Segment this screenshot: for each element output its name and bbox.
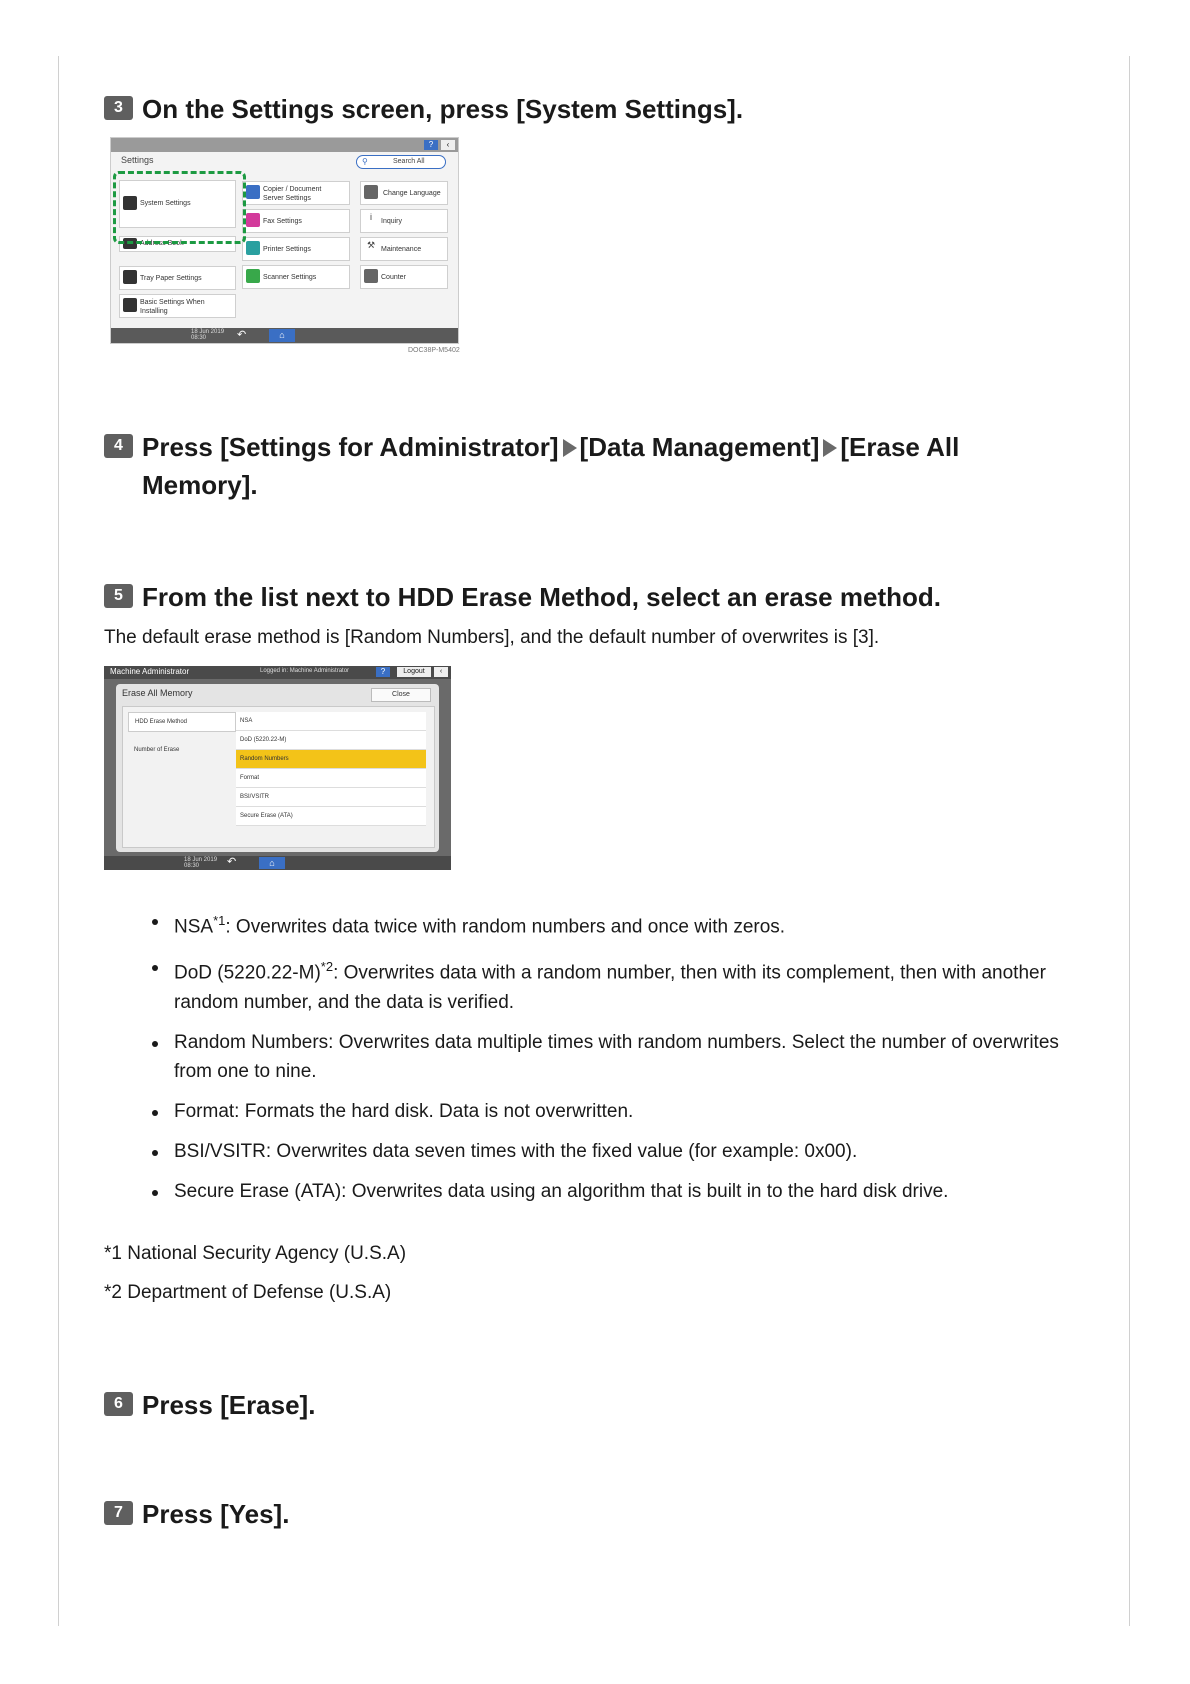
list-item: Random Numbers: Overwrites data multiple times with random numbers. Select the number of overwrites from one to nine. xyxy=(150,1028,1070,1086)
footnote-1: *1 National Security Agency (U.S.A) xyxy=(104,1243,407,1264)
tile-system-settings: System Settings xyxy=(119,180,236,228)
home-icon: ⌂ xyxy=(259,857,285,869)
option-format: Format xyxy=(236,769,426,788)
dialog-title: Erase All Memory xyxy=(122,688,193,698)
screen-bottom-bar xyxy=(104,856,451,870)
arrow-right-icon xyxy=(823,439,837,457)
tile-printer: Printer Settings xyxy=(242,237,350,261)
option-secure-erase: Secure Erase (ATA) xyxy=(236,807,426,826)
fax-icon xyxy=(246,213,260,227)
counter-icon xyxy=(364,269,378,283)
copier-icon xyxy=(246,185,260,199)
erase-methods-list xyxy=(150,906,1070,1217)
info-icon: i xyxy=(364,213,378,227)
screen-title: Settings xyxy=(121,155,154,165)
step-title: Press [Yes]. xyxy=(142,1499,290,1529)
step-title: Press [Settings for Administrator] [Data Management] [Erase All Memory]. xyxy=(142,432,960,500)
erase-memory-screenshot xyxy=(104,666,451,870)
number-of-erase-label: Number of Erase xyxy=(134,747,180,753)
collapse-icon: ‹ xyxy=(441,140,455,150)
tile-scanner: Scanner Settings xyxy=(242,265,350,289)
step-title: From the list next to HDD Erase Method, select an erase method. xyxy=(142,582,941,612)
date-display: 18 Jun 2019 08:30 xyxy=(191,329,225,341)
step-5 xyxy=(104,578,1064,616)
screen-top-bar xyxy=(104,666,451,679)
close-button: Close xyxy=(371,688,431,702)
logout-button: Logout xyxy=(397,667,431,677)
wrench-icon: ⚒ xyxy=(364,241,378,255)
settings-screenshot xyxy=(110,137,459,344)
tile-tray-paper: Tray Paper Settings xyxy=(119,266,236,290)
hdd-erase-method-label: HDD Erase Method xyxy=(128,712,236,732)
back-icon: ↶ xyxy=(227,856,237,868)
erase-dialog xyxy=(116,684,439,852)
list-item: Format: Formats the hard disk. Data is not overwritten. xyxy=(150,1097,1070,1126)
list-item: BSI/VSITR: Overwrites data seven times with the fixed value (for example: 0x00). xyxy=(150,1137,1070,1166)
step-number-badge: 6 xyxy=(104,1392,133,1416)
back-icon: ↶ xyxy=(237,329,247,341)
dialog-panel xyxy=(122,706,435,848)
step-6 xyxy=(104,1386,1064,1424)
printer-icon xyxy=(246,241,260,255)
step-title: Press [Erase]. xyxy=(142,1390,316,1420)
screen-top-bar xyxy=(111,138,458,152)
highlight-dashed-frame xyxy=(113,171,246,244)
home-icon: ⌂ xyxy=(269,329,295,342)
step-7 xyxy=(104,1495,1064,1533)
figure-code: DOC38P-M5402 xyxy=(408,347,460,354)
erase-method-dropdown xyxy=(236,712,426,826)
step-4 xyxy=(104,428,1064,504)
option-nsa: NSA xyxy=(236,712,426,731)
arrow-right-icon xyxy=(563,439,577,457)
tile-counter: Counter xyxy=(360,265,448,289)
footnote-2: *2 Department of Defense (U.S.A) xyxy=(104,1282,392,1303)
screen-bottom-bar xyxy=(111,328,458,343)
tile-maintenance: ⚒ Maintenance xyxy=(360,237,448,261)
search-icon: ⚲ xyxy=(362,157,368,166)
tile-copier: Copier / Document Server Settings xyxy=(242,181,350,205)
tile-change-language: Change Language xyxy=(360,181,448,205)
search-box xyxy=(356,155,446,169)
tile-fax: Fax Settings xyxy=(242,209,350,233)
list-item: Secure Erase (ATA): Overwrites data using an algorithm that is built in to the hard disk drive. xyxy=(150,1177,1070,1206)
step-number-badge: 3 xyxy=(104,96,133,120)
help-icon: ? xyxy=(424,140,438,150)
list-item: DoD $(5220.22-M)^{*2}$: Overwrites data with a random number, then with its complement, then with another random number, and the data is verified. xyxy=(150,952,1070,1016)
step-number-badge: 7 xyxy=(104,1501,133,1525)
basic-settings-icon xyxy=(123,298,137,312)
collapse-icon: ‹ xyxy=(434,667,448,677)
list-item: NSA$^{*1}$: Overwrites data twice with random numbers and once with zeros. xyxy=(150,906,1070,941)
step-number-badge: 5 xyxy=(104,584,133,608)
step-3 xyxy=(104,90,1064,128)
tray-paper-icon xyxy=(123,270,137,284)
tile-address-book: Address Book xyxy=(119,236,236,252)
tile-inquiry: i Inquiry xyxy=(360,209,448,233)
date-display: 18 Jun 2019 08:30 xyxy=(184,857,218,869)
right-border xyxy=(1129,56,1130,1626)
option-random-numbers: Random Numbers xyxy=(236,750,426,769)
option-dod: DoD (5220.22-M) xyxy=(236,731,426,750)
help-icon: ? xyxy=(376,667,390,677)
tile-basic-settings: Basic Settings When Installing xyxy=(119,294,236,318)
option-bsi-vsitr: BSI/VSITR xyxy=(236,788,426,807)
step-title: On the Settings screen, press [System Settings]. xyxy=(142,94,744,124)
logged-in-label: Logged in: Machine Administrator xyxy=(260,668,350,674)
default-note: The default erase method is [Random Numbers], and the default number of overwrites is [3]. xyxy=(104,627,880,648)
admin-label: Machine Administrator xyxy=(110,667,190,676)
language-icon xyxy=(364,185,378,199)
search-label: Search All xyxy=(393,158,425,165)
step-number-badge: 4 xyxy=(104,434,133,458)
left-border xyxy=(58,56,59,1626)
scanner-icon xyxy=(246,269,260,283)
